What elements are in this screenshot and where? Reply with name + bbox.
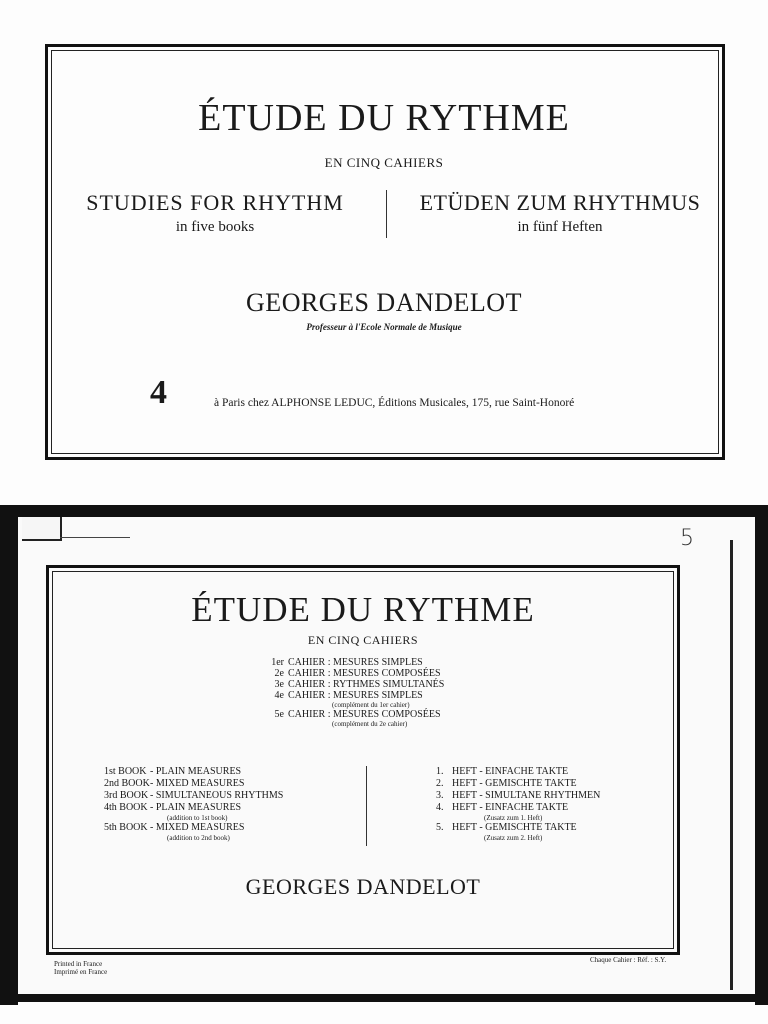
heft-row (436, 778, 666, 790)
scan-right-rule (730, 540, 733, 990)
heft-note: (Zusatz zum 1. Heft) (484, 814, 543, 822)
scan-edge-bottom (0, 994, 768, 1002)
handwritten-page-number: 5 (680, 526, 694, 551)
printed-french: Imprimé en France (54, 968, 108, 976)
book-number: 1st BOOK (104, 766, 147, 777)
heft-text: HEFT - EINFACHE TAKTE (452, 766, 569, 777)
heft-text: HEFT - EINFACHE TAKTE (452, 802, 569, 813)
german-heft-list (436, 766, 666, 842)
title-page-subtitle: EN CINQ CAHIERS (324, 155, 444, 170)
reference-note: Chaque Cahier : Réf. : S.Y. (590, 956, 667, 964)
heft-number: 5. (436, 822, 444, 833)
language-divider (386, 190, 387, 238)
book-row (104, 802, 354, 814)
cover-subtitle: EN CINQ CAHIERS (307, 633, 419, 647)
volume-number: 4 (150, 374, 167, 411)
book-note: (addition to 2nd book) (167, 834, 230, 842)
heft-number: 1. (436, 766, 444, 777)
publisher-line: à Paris chez ALPHONSE LEDUC, Éditions Musicales, 175, rue Saint-Honoré (214, 397, 575, 409)
cahier-note: (complément du 1er cahier) (332, 701, 410, 709)
scan-edge-right (755, 505, 768, 1005)
cahier-text: CAHIER : MESURES SIMPLES (288, 657, 423, 668)
cahier-row (268, 668, 528, 679)
book-row (104, 822, 354, 834)
heft-text: HEFT - GEMISCHTE TAKTE (452, 778, 577, 789)
book-number: 4th BOOK (104, 802, 148, 813)
cover-title: ÉTUDE DU RYTHME (191, 590, 535, 629)
book-text: - PLAIN MEASURES (150, 766, 242, 777)
cahier-row (268, 679, 528, 690)
heft-row (436, 822, 666, 834)
title-page-author: GEORGES DANDELOT (246, 288, 522, 317)
heft-number: 3. (436, 790, 444, 801)
scan-corner-line (60, 537, 130, 538)
heft-number: 2. (436, 778, 444, 789)
scan-edge-top (0, 505, 768, 517)
cover-author: GEORGES DANDELOT (245, 874, 481, 899)
title-page (0, 0, 768, 490)
heft-text: HEFT - GEMISCHTE TAKTE (452, 822, 577, 833)
heft-note: (Zusatz zum 2. Heft) (484, 834, 543, 842)
book-row (104, 766, 354, 778)
cahier-note: (complément du 2e cahier) (332, 720, 408, 728)
heft-row (436, 790, 666, 802)
book-number: 5th BOOK (104, 822, 148, 833)
english-title: STUDIES FOR RHYTHM (86, 190, 344, 215)
cahier-text: CAHIER : MESURES COMPOSÉES (288, 709, 441, 720)
german-title: ETÜDEN ZUM RHYTHMUS (419, 190, 701, 215)
book-number: 3rd BOOK (104, 790, 149, 801)
book-text: - PLAIN MEASURES (150, 802, 242, 813)
scan-edge-left (0, 505, 18, 1005)
author-role: Professeur à l'Ecole Normale de Musique (306, 322, 462, 332)
title-page-title: ÉTUDE DU RYTHME (198, 97, 570, 139)
printing-notice (54, 960, 107, 976)
heft-text: HEFT - SIMULTANE RHYTHMEN (452, 790, 601, 801)
heft-row (436, 766, 666, 778)
english-book-list (104, 766, 354, 842)
book-note: (addition to 1st book) (167, 814, 228, 822)
german-subtitle: in fünf Heften (517, 219, 603, 235)
book-text: - SIMULTANEOUS RHYTHMS (150, 790, 284, 801)
heft-row (436, 802, 666, 814)
cahier-ordinal: 3e (274, 679, 284, 690)
cahier-row (268, 657, 528, 668)
cahier-text: CAHIER : RYTHMES SIMULTANÉS (288, 679, 445, 690)
cover-language-divider (366, 766, 367, 846)
cahier-row (268, 709, 528, 720)
cahier-ordinal: 4e (274, 690, 284, 701)
book-number: 2nd BOOK (104, 778, 150, 789)
book-row (104, 790, 354, 802)
heft-number: 4. (436, 802, 444, 813)
cahier-ordinal: 2e (274, 668, 284, 679)
cahier-row (268, 690, 528, 701)
english-subtitle: in five books (175, 219, 255, 235)
book-row (104, 778, 354, 790)
cahier-ordinal: 1er (271, 657, 284, 668)
cahier-list (268, 657, 528, 728)
book-text: - MIXED MEASURES (150, 778, 245, 789)
cahier-ordinal: 5e (274, 709, 284, 720)
cahier-text: CAHIER : MESURES SIMPLES (288, 690, 423, 701)
scan-corner-mark (22, 517, 62, 541)
book-text: - MIXED MEASURES (150, 822, 245, 833)
cahier-text: CAHIER : MESURES COMPOSÉES (288, 668, 441, 679)
printed-english: Printed in France (54, 960, 103, 968)
